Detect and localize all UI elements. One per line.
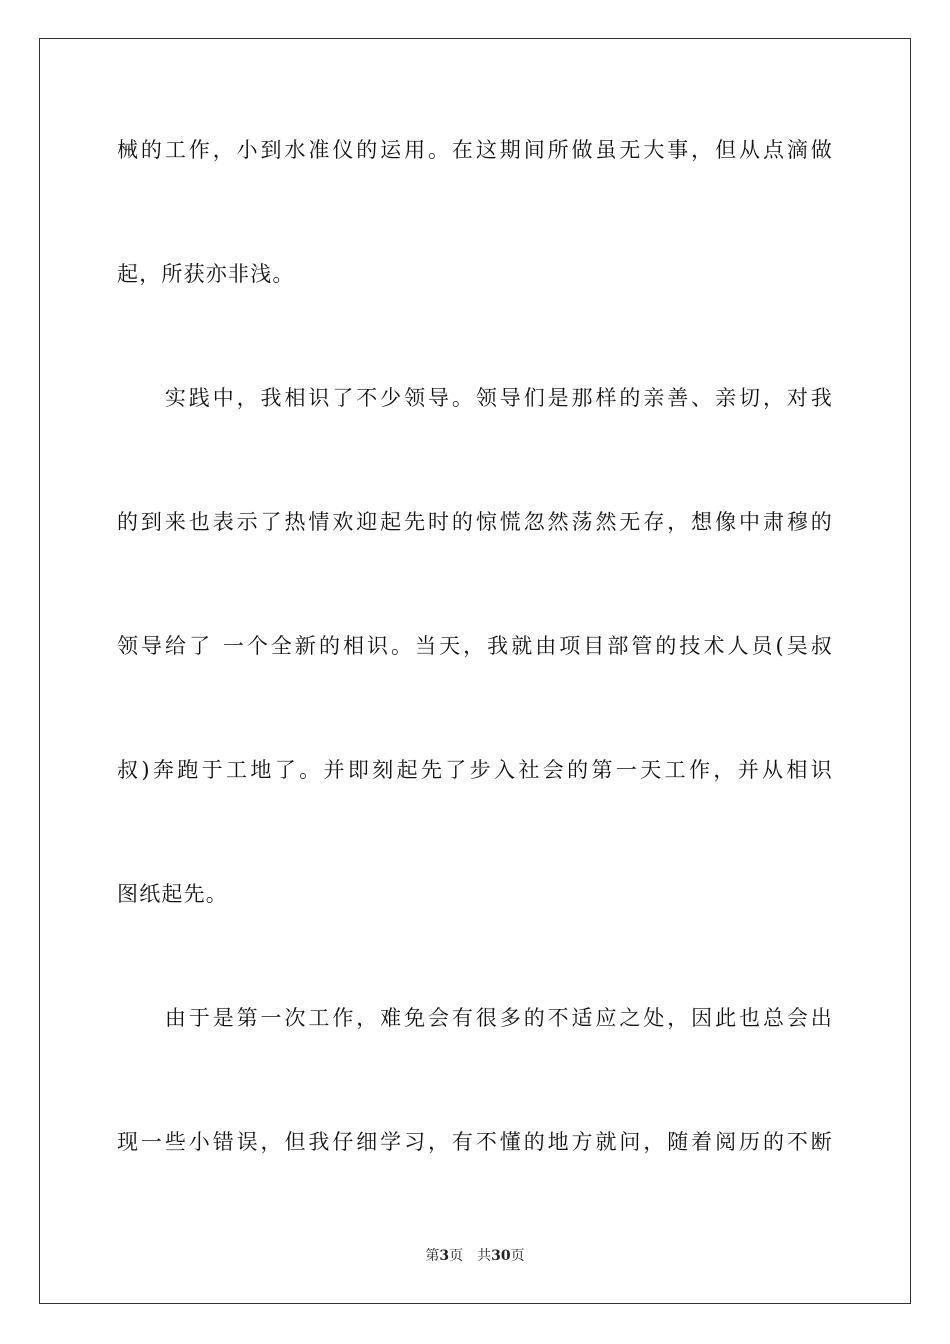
page-frame — [39, 38, 911, 1304]
page-footer — [0, 1247, 950, 1265]
total-pages: 30 — [491, 1248, 511, 1264]
text-line: 械的工作，小到水准仪的运用。在这期间所做虽无大事，但从点滴做 — [117, 138, 833, 162]
total-suffix: 页 — [510, 1248, 525, 1264]
page-prefix: 第 — [425, 1248, 440, 1264]
text-line: 现一些小错误，但我仔细学习，有不懂的地方就问，随着阅历的不断 — [117, 1130, 833, 1154]
text-line: 图纸起先。 — [117, 882, 228, 906]
total-prefix: 共 — [477, 1248, 492, 1264]
text-line: 起，所获亦非浅。 — [117, 262, 295, 286]
text-line: 实践中，我相识了不少领导。领导们是那样的亲善、亲切，对我 — [117, 386, 833, 410]
page-number: 3 — [439, 1248, 450, 1264]
text-line: 叔)奔跑于工地了。并即刻起先了步入社会的第一天工作，并从相识 — [117, 758, 833, 782]
text-line: 的到来也表示了热情欢迎起先时的惊慌忽然荡然无存，想像中肃穆的 — [117, 510, 833, 534]
page-suffix: 页 — [449, 1248, 464, 1264]
text-line: 领导给了 一个全新的相识。当天，我就由项目部管的技术人员(吴叔 — [117, 634, 833, 658]
text-line: 由于是第一次工作，难免会有很多的不适应之处，因此也总会出 — [117, 1006, 833, 1030]
